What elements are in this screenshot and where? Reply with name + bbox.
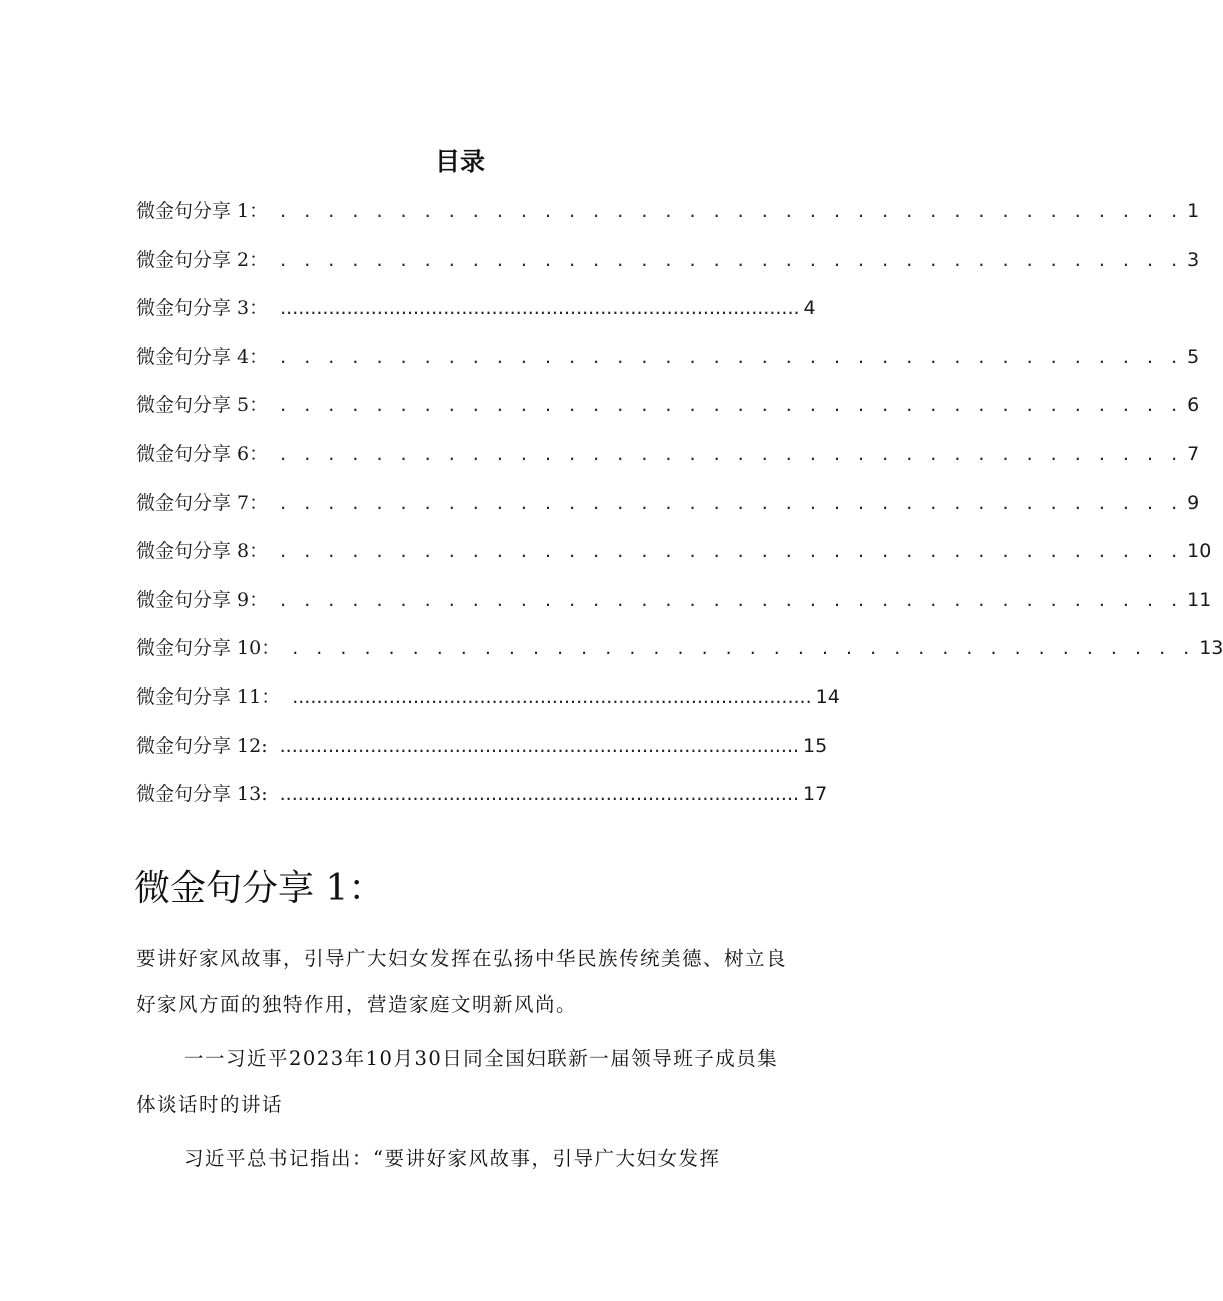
toc-entry-label: 微金句分享 12:	[136, 734, 268, 757]
toc-leader-dots: . . . . . . . . . . . . . . . . . . . . . . . . . . . . . . . . . . . . . .	[280, 491, 1184, 514]
toc-leader-dots: . . . . . . . . . . . . . . . . . . . . . . . . . . . . . . . . . . . . . .	[280, 200, 1184, 222]
toc-leader-dots: . . . . . . . . . . . . . . . . . . . . . . . . . . . . . . . . . . . . . .	[292, 637, 1196, 660]
toc-entry-label: 微金句分享 6：	[136, 442, 269, 465]
toc-entry-page: 13	[1199, 637, 1223, 660]
body-paragraph: 习近平总书记指出：“要讲好家风故事，引导广大妇女发挥	[184, 1147, 721, 1170]
toc-entry-page: 14	[815, 685, 840, 708]
toc-entry-page: 9	[1187, 491, 1200, 514]
toc-entry[interactable]	[136, 731, 828, 780]
toc-leader-dots: ......................................................................................	[280, 297, 800, 320]
toc-leader-dots: ......................................................................................	[279, 734, 800, 757]
toc-entry[interactable]	[136, 488, 1200, 537]
toc-entry-label: 微金句分享 13:	[136, 783, 268, 806]
toc-entry-label: 微金句分享 1：	[136, 200, 269, 222]
toc-entry-page: 1	[1187, 200, 1200, 222]
toc-entry-page: 4	[803, 297, 816, 320]
toc-entry[interactable]	[136, 779, 828, 828]
toc-leader-dots: . . . . . . . . . . . . . . . . . . . . . . . . . . . . . . . . . . . . . .	[280, 394, 1184, 417]
section-heading: 微金句分享 1：	[134, 868, 385, 909]
toc-entry-label: 微金句分享 11：	[136, 685, 281, 708]
toc-leader-dots: . . . . . . . . . . . . . . . . . . . . . . . . . . . . . . . . . . . . . .	[280, 248, 1184, 271]
toc-entry[interactable]	[136, 585, 1212, 634]
toc-leader-dots: . . . . . . . . . . . . . . . . . . . . . . . . . . . . . . . . . . . . . .	[280, 588, 1184, 611]
toc-entry-page: 15	[803, 734, 828, 757]
toc-entry[interactable]	[136, 196, 1200, 245]
toc-entry-label: 微金句分享 10：	[136, 637, 281, 660]
toc-entry[interactable]	[136, 536, 1212, 585]
toc-leader-dots: . . . . . . . . . . . . . . . . . . . . . . . . . . . . . . . . . . . . . .	[280, 540, 1184, 563]
toc-leader-dots: ......................................................................................	[279, 783, 800, 806]
source-attribution: 一一习近平2023年10月30日同全国妇联新一届领导班子成员集体谈话时的讲话	[136, 1047, 779, 1116]
toc-entry[interactable]	[136, 342, 1200, 391]
toc-title: 目录	[434, 147, 485, 176]
toc-entry[interactable]	[136, 293, 816, 342]
toc-leader-dots: ......................................................................................	[292, 685, 812, 708]
toc-entry[interactable]	[136, 439, 1200, 488]
toc-entry[interactable]	[136, 245, 1200, 294]
toc-entry-page: 5	[1187, 345, 1200, 368]
toc-entry-label: 微金句分享 3：	[136, 297, 269, 320]
toc-leader-dots: . . . . . . . . . . . . . . . . . . . . . . . . . . . . . . . . . . . . . .	[280, 345, 1184, 368]
toc-entry-label: 微金句分享 2：	[136, 248, 269, 271]
toc-entry-page: 3	[1187, 248, 1200, 271]
table-of-contents	[136, 196, 1223, 828]
toc-entry-page: 11	[1187, 588, 1212, 611]
toc-entry-page: 17	[803, 783, 828, 806]
toc-entry-label: 微金句分享 8：	[136, 540, 269, 563]
toc-entry-label: 微金句分享 4：	[136, 345, 269, 368]
toc-entry-page: 6	[1187, 394, 1200, 417]
toc-entry[interactable]	[136, 682, 840, 731]
toc-entry[interactable]	[136, 633, 1223, 682]
toc-entry-label: 微金句分享 5：	[136, 394, 269, 417]
toc-leader-dots: . . . . . . . . . . . . . . . . . . . . . . . . . . . . . . . . . . . . . .	[280, 442, 1184, 465]
toc-entry-label: 微金句分享 7：	[136, 491, 269, 514]
toc-entry[interactable]	[136, 390, 1200, 439]
toc-entry-page: 7	[1187, 442, 1200, 465]
toc-entry-page: 10	[1187, 540, 1212, 563]
toc-entry-label: 微金句分享 9：	[136, 588, 269, 611]
quote-paragraph: 要讲好家风故事，引导广大妇女发挥在弘扬中华民族传统美德、树立良好家风方面的独特作用，营造家庭文明新风尚。	[136, 947, 788, 1016]
